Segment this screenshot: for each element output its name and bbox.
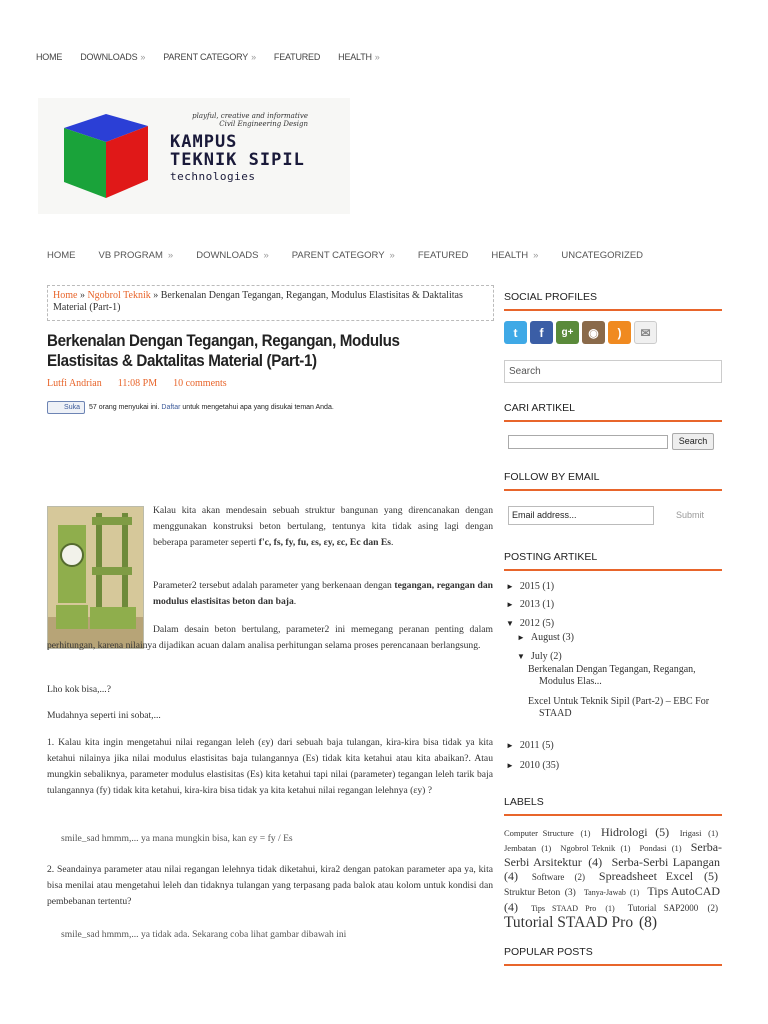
label-link[interactable]	[599, 869, 720, 883]
label-count: (4)	[588, 855, 603, 869]
label-count: (4)	[504, 900, 518, 914]
archive-year-2012[interactable]	[506, 617, 554, 630]
paragraph-text: Kalau kita akan mendesain sebuah struktur bangunan yang direncanakan dengan menggunakan konstruksi beton bertulang, tentunya kita tidak asing lagi dengan beberapa parameter seperti	[153, 505, 493, 548]
expand-icon[interactable]: ►	[506, 741, 514, 750]
facebook-like-widget	[47, 401, 334, 414]
label-link[interactable]	[504, 843, 553, 853]
label-name[interactable]: Jembatan	[504, 843, 537, 853]
archive-year-2013[interactable]	[506, 598, 554, 611]
label-name[interactable]: Tips STAAD Pro	[531, 904, 597, 913]
label-link[interactable]	[504, 888, 578, 898]
rss-icon[interactable]: )	[608, 321, 631, 344]
label-count: (1)	[605, 904, 615, 913]
label-link[interactable]	[601, 825, 671, 839]
main-nav-uncategorized[interactable]	[561, 250, 643, 261]
article-paragraph: Dalam desain beton bertulang, parameter2 ini memegang peranan penting dalam perhitungan, karena nilainya dijadikan acuan dalam analisa perhitungan selama proses perencanaan berlangsung.	[47, 624, 493, 651]
archive-post-link[interactable]: Excel Untuk Teknik Sipil (Part-2) – EBC For STAAD	[528, 696, 710, 719]
main-nav-vb-program[interactable]	[99, 250, 174, 261]
label-count: (2)	[574, 872, 586, 882]
main-nav-label: PARENT CATEGORY	[291, 250, 385, 261]
label-link[interactable]	[680, 828, 720, 838]
chevron-right-icon: »	[389, 250, 395, 261]
label-link[interactable]	[560, 843, 632, 853]
labels-heading: LABELS	[504, 796, 722, 816]
logo-tagline	[188, 112, 308, 128]
chevron-right-icon: »	[374, 52, 380, 62]
label-name[interactable]: Irigasi	[679, 828, 702, 838]
main-nav-home[interactable]	[47, 250, 76, 261]
label-count: (4)	[504, 869, 518, 883]
logo-brand-line-2: TEKNIK SIPIL	[170, 150, 305, 170]
label-name[interactable]: Tutorial SAP2000	[627, 903, 699, 913]
article-paragraph: 1. Kalau kita ingin mengetahui nilai regangan leleh (εy) dari sebuah baja tulangan, kira-kira bisa tidak ya kita ketahui nilainya jika nilai modulus elastisitas baja tulangannya (Es) tidak kita ketahui atau kita abaikan?. Atau mungkin sebaliknya, parameter modulus elastisitas (Es) kita ketahui tapi nilai (parameter) tegangan leleh tarik baja tulangannya (fy) tidak kita ketahui, kira-kira bisa tidak ya kita ketahui nilai regangan lelehnya (εy) ?	[47, 737, 493, 796]
label-count: (5)	[655, 825, 670, 839]
archive-count: (5)	[542, 618, 555, 629]
breadcrumb-home-link[interactable]: Home	[53, 290, 78, 301]
archive-count: (1)	[542, 599, 555, 610]
article-paragraph: 2. Seandainya parameter atau nilai regangan lelehnya tidak diketahui, kira2 dengan patokan parameter apa ya, kita bisa menilai atau mengetahui leleh dan tidaknya tulangan yang terpasang pada balok atau kolom untuk kondisi dan pembebanan tertentu?	[47, 864, 493, 907]
cari-artikel-input[interactable]	[508, 435, 668, 449]
breadcrumb-current: Berkenalan Dengan Tegangan, Regangan, Modulus Elastisitas & Daktalitas Material (Part-1)	[53, 290, 463, 313]
label-count: (3)	[564, 888, 576, 898]
expand-icon[interactable]: ►	[506, 761, 514, 770]
post-time-link[interactable]: 11:08 PM	[117, 378, 158, 389]
archive-label[interactable]: 2015	[519, 581, 540, 592]
facebook-icon[interactable]: f	[530, 321, 553, 344]
cube-logo-icon	[56, 106, 166, 206]
breadcrumb-separator: »	[77, 290, 88, 301]
site-logo[interactable]	[38, 98, 350, 214]
email-icon[interactable]: ✉	[634, 321, 657, 344]
main-nav-parent-category[interactable]	[292, 250, 395, 261]
main-nav-label: DOWNLOADS	[196, 250, 259, 261]
label-name[interactable]: Spreadsheet Excel	[598, 869, 694, 883]
chevron-right-icon: »	[251, 52, 256, 62]
archive-label[interactable]: 2012	[519, 618, 540, 629]
labels-cloud	[504, 825, 722, 930]
main-nav	[47, 250, 666, 261]
archive-count: (5)	[542, 740, 554, 751]
label-name[interactable]: Computer Structure	[504, 828, 574, 838]
top-nav-home[interactable]	[36, 52, 62, 62]
archive-count: (35)	[542, 760, 560, 771]
breadcrumb-category-link[interactable]: Ngobrol Teknik	[87, 290, 151, 301]
top-nav-parent-category[interactable]	[163, 52, 256, 62]
instagram-icon[interactable]: ◉	[582, 321, 605, 344]
email-address-input[interactable]: Email address...	[508, 506, 654, 525]
post-meta	[47, 378, 243, 389]
archive-label[interactable]: 2013	[519, 599, 540, 610]
label-count: (1)	[620, 843, 631, 853]
label-count: (1)	[580, 828, 591, 838]
main-nav-label: HEALTH	[491, 250, 529, 261]
label-count: (5)	[704, 869, 718, 883]
label-name[interactable]: Struktur Beton	[504, 888, 561, 898]
label-link[interactable]	[531, 904, 617, 913]
google-plus-icon[interactable]: g+	[556, 321, 579, 344]
main-nav-downloads[interactable]	[196, 250, 269, 261]
social-profiles-heading: SOCIAL PROFILES	[504, 291, 722, 311]
archive-month-july[interactable]	[517, 650, 562, 663]
social-icons	[504, 321, 657, 344]
label-name[interactable]: Ngobrol Teknik	[560, 843, 616, 853]
archive-label[interactable]: 2011	[519, 740, 540, 751]
sidebar-search-input[interactable]: Search	[504, 360, 722, 383]
label-count: (2)	[707, 903, 719, 913]
archive-label[interactable]: July	[530, 651, 548, 662]
label-name[interactable]: Hidrologi	[600, 825, 648, 839]
cari-artikel-search-button[interactable]: Search	[672, 433, 714, 450]
label-link[interactable]	[504, 914, 659, 931]
collapse-icon[interactable]: ▼	[517, 652, 525, 661]
top-nav-label: HEALTH	[338, 52, 372, 62]
post-author-link[interactable]: Lutfi Andrian	[47, 378, 102, 389]
follow-by-email-heading: FOLLOW BY EMAIL	[504, 471, 722, 491]
archive-count: (3)	[562, 632, 574, 643]
chevron-right-icon: »	[533, 250, 539, 261]
logo-tagline-2: Civil Engineering Design	[219, 120, 308, 128]
main-nav-label: FEATURED	[417, 250, 469, 261]
label-name[interactable]: Tanya-Jawab	[583, 888, 626, 897]
main-nav-label: UNCATEGORIZED	[561, 250, 644, 261]
post-comments-link[interactable]: 10 comments	[173, 378, 227, 389]
main-nav-label: VB PROGRAM	[98, 250, 163, 261]
label-name[interactable]: Tutorial STAAD Pro	[504, 914, 634, 931]
top-nav-label: FEATURED	[273, 52, 321, 62]
paragraph-bold-text: f'c, fs, fy, fu, εs, εy, εc, Ec dan Es	[258, 537, 391, 548]
post-title: Berkenalan Dengan Tegangan, Regangan, Modulus Elastisitas & Daktalitas Material (Part-1)	[47, 332, 400, 370]
posting-artikel-heading: POSTING ARTIKEL	[504, 551, 722, 571]
facebook-like-text: untuk mengetahui apa yang disukai teman Anda.	[182, 404, 334, 411]
article-paragraph: Mudahnya seperti ini sobat,...	[47, 710, 161, 721]
cari-artikel-heading: CARI ARTIKEL	[504, 402, 722, 422]
breadcrumb-separator: »	[150, 290, 161, 301]
top-nav-label: PARENT CATEGORY	[163, 52, 249, 62]
paragraph-bold-text: tegangan, regangan dan modulus elastisitas beton dan baja	[153, 580, 494, 607]
archive-month-august[interactable]	[517, 631, 574, 644]
article-paragraph: smile_sad hmmm,... ya tidak ada. Sekarang coba lihat gambar dibawah ini	[61, 929, 347, 940]
top-nav	[36, 52, 398, 62]
article-paragraph: Lho kok bisa,...?	[47, 684, 111, 695]
main-nav-health[interactable]	[491, 250, 538, 261]
twitter-icon[interactable]: t	[504, 321, 527, 344]
chevron-right-icon: »	[167, 250, 174, 261]
main-nav-label: HOME	[47, 250, 76, 261]
popular-posts-heading: POPULAR POSTS	[504, 946, 722, 966]
label-link[interactable]	[628, 903, 720, 913]
label-name[interactable]: Tips AutoCAD	[647, 884, 721, 898]
expand-icon[interactable]: ►	[506, 582, 514, 591]
facebook-like-count: 57 orang menyukai ini.	[89, 404, 160, 411]
chevron-right-icon: »	[140, 52, 146, 62]
expand-icon[interactable]: ►	[506, 600, 514, 609]
label-name[interactable]: Serba-Serbi Arsitektur	[504, 840, 723, 869]
chevron-right-icon: »	[263, 250, 269, 261]
paragraph-text: Parameter2 tersebut adalah parameter yang berkenaan dengan	[153, 580, 392, 591]
collapse-icon[interactable]: ▼	[506, 619, 514, 628]
archive-year-2015[interactable]	[506, 580, 554, 593]
top-nav-health[interactable]	[338, 52, 379, 62]
archive-count: (2)	[550, 651, 562, 662]
archive-post-link[interactable]: Berkenalan Dengan Tegangan, Regangan, Modulus Elas...	[528, 664, 696, 687]
archive-count: (1)	[542, 581, 555, 592]
archive-year-2011[interactable]	[506, 739, 554, 752]
facebook-like-button[interactable]: Suka	[47, 401, 85, 414]
email-submit-button[interactable]: Submit	[676, 510, 705, 520]
expand-icon[interactable]: ►	[517, 633, 525, 642]
facebook-signup-link[interactable]: Daftar	[161, 404, 181, 411]
label-name[interactable]: Software	[531, 872, 565, 882]
article-paragraph: Parameter2 tersebut adalah parameter yang berkenaan dengan tegangan, regangan dan modulus elastisitas beton dan baja.	[153, 580, 494, 607]
archive-label[interactable]: 2010	[519, 760, 540, 771]
logo-brand-line-3: technologies	[170, 170, 256, 183]
label-count: (1)	[671, 843, 682, 853]
label-link[interactable]	[532, 872, 587, 882]
label-name[interactable]: Serba-Serbi Lapangan	[611, 855, 721, 869]
main-nav-featured[interactable]	[418, 250, 469, 261]
label-count: (8)	[638, 914, 658, 931]
logo-tagline-1: playful, creative and informative	[192, 112, 308, 120]
label-link[interactable]	[640, 843, 684, 853]
article-paragraph: Kalau kita akan mendesain sebuah struktur bangunan yang direncanakan dengan menggunakan konstruksi beton bertulang, tentunya kita tidak asing lagi dengan beberapa parameter seperti f'c, fs, fy, fu, εs, εy, εc, Ec dan Es.	[153, 505, 493, 548]
label-count: (1)	[708, 828, 719, 838]
top-nav-featured[interactable]	[274, 52, 320, 62]
label-link[interactable]	[504, 828, 592, 838]
logo-brand-line-1: KAMPUS	[170, 132, 238, 152]
top-nav-downloads[interactable]	[80, 52, 145, 62]
archive-label[interactable]: August	[530, 632, 560, 643]
label-count: (1)	[541, 843, 552, 853]
label-link[interactable]	[584, 888, 641, 897]
top-nav-label: HOME	[36, 52, 63, 62]
archive-year-2010[interactable]	[506, 759, 559, 772]
breadcrumb	[47, 285, 494, 321]
label-name[interactable]: Pondasi	[639, 843, 667, 853]
article-paragraph: smile_sad hmmm,... ya mana mungkin bisa, kan εy = fy / Es	[61, 833, 293, 844]
label-count: (1)	[630, 888, 640, 897]
top-nav-label: DOWNLOADS	[80, 52, 138, 62]
